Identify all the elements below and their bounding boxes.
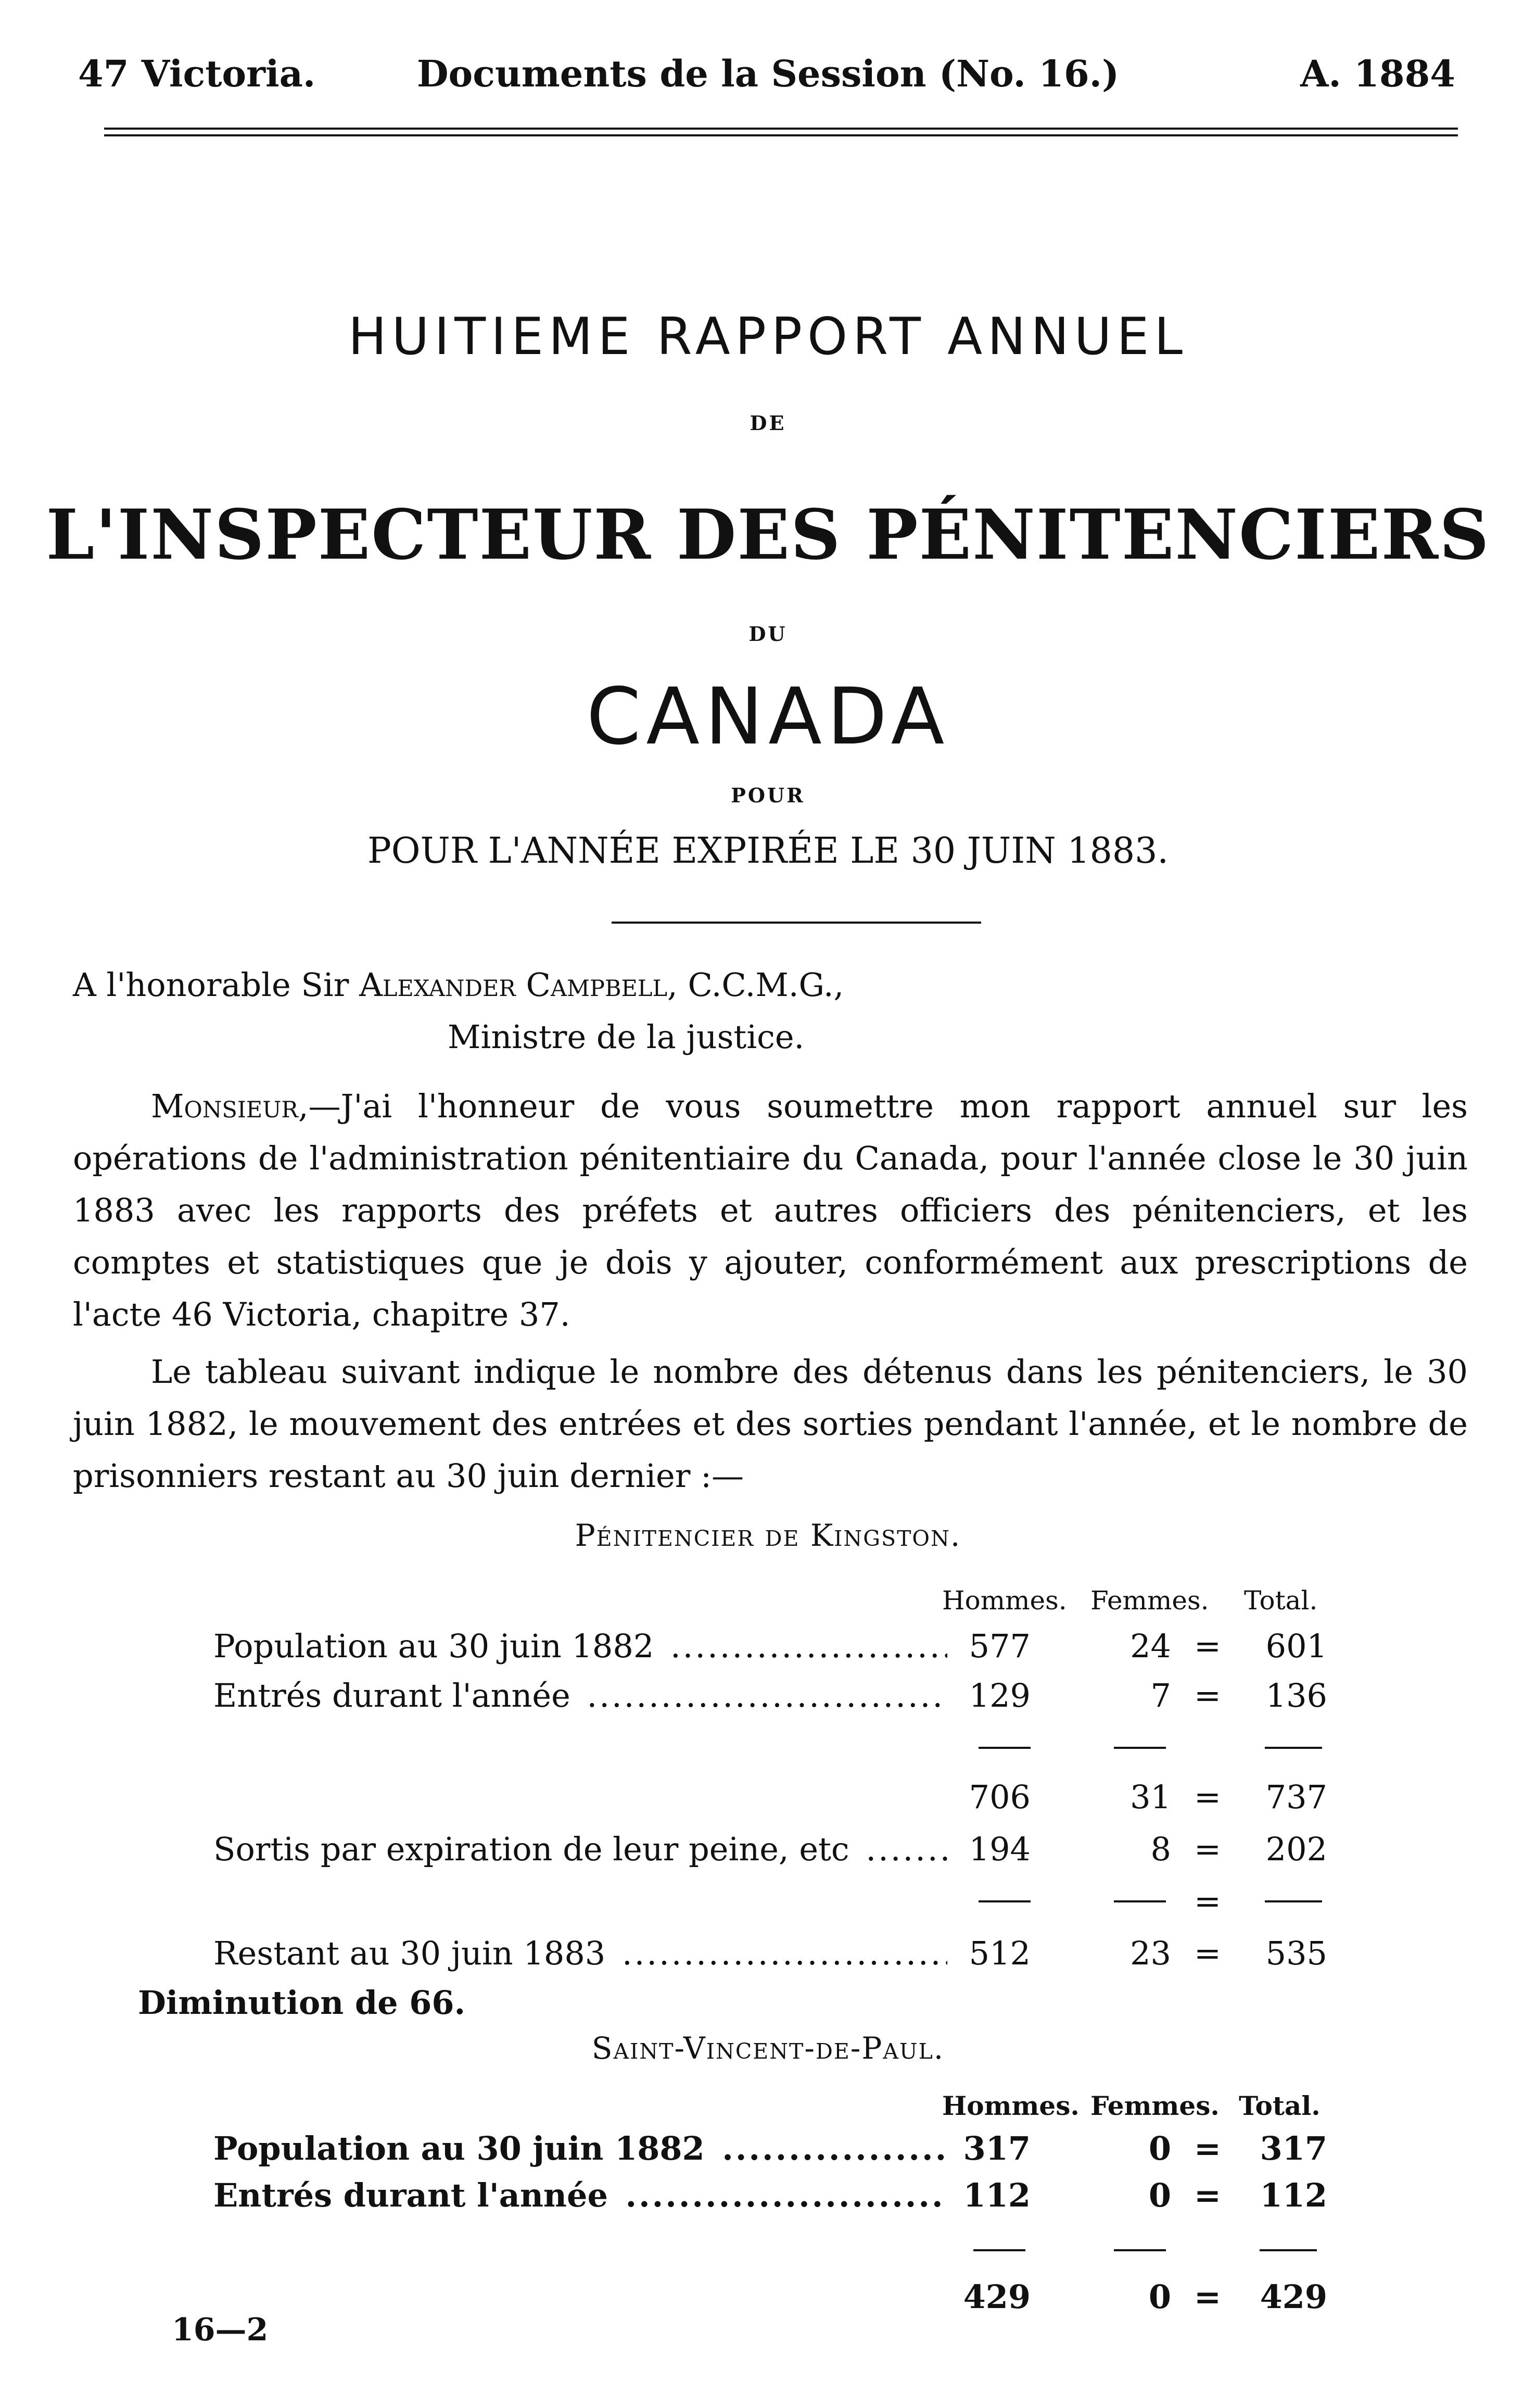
signature-mark: 16—2 <box>172 2312 269 2348</box>
equals-sign: = <box>1194 2176 1221 2214</box>
equals-sign: = <box>1194 1934 1221 1972</box>
header-rule-bottom <box>104 134 1458 136</box>
cell-femmes: 23 <box>1130 1934 1171 1972</box>
address-line-1 <box>73 966 844 1004</box>
cell-total: 136 <box>1265 1676 1327 1714</box>
address-line-2: Ministre de la justice. <box>448 1018 805 1056</box>
equals-sign: = <box>1194 1676 1221 1714</box>
row-label: Entrés durant l'année <box>213 2176 612 2214</box>
cell-hommes: 512 <box>969 1934 1031 1972</box>
cell-hommes: 194 <box>969 1830 1031 1868</box>
cell-femmes: 8 <box>1150 1830 1171 1868</box>
title-du: DU <box>748 622 788 646</box>
row-label: Population au 30 juin 1882 <box>213 2129 709 2167</box>
paragraph-1-text: ,—J'ai l'honneur de vous soumettre mon rapport annuel sur les opérations de l'administration pénitentiaire du Canada, pour l'année close le 30 juin 1883 avec les rapports des préfets et autres officiers des pénitenciers, et les comptes et statistiques que je dois y ajouter, conformément aux prescriptions de l'acte 46 Victoria, chapitre 37. <box>73 1087 1468 1333</box>
equals-sign: = <box>1194 2129 1221 2167</box>
equals-sign: = <box>1194 1882 1221 1920</box>
cell-hommes: 577 <box>969 1627 1031 1665</box>
kingston-row-population <box>0 1627 1536 1674</box>
cell-hommes: 706 <box>969 1778 1031 1816</box>
cell-total: 112 <box>1260 2176 1327 2214</box>
cell-total: 601 <box>1265 1627 1327 1665</box>
title-line-4: POUR L'ANNÉE EXPIRÉE LE 30 JUIN 1883. <box>367 830 1169 872</box>
cell-hommes: 317 <box>963 2129 1031 2167</box>
title-de: DE <box>750 411 786 435</box>
cell-femmes: 0 <box>1148 2176 1171 2214</box>
saint-vincent-title: Saint-Vincent-de-Paul. <box>591 2031 945 2066</box>
row-label: Restant au 30 juin 1883 <box>213 1934 610 1972</box>
paragraph-2-text: Le tableau suivant indique le nombre des détenus dans les pénitenciers, le 30 juin 1882, le mouvement des entrées et des sorties pendant l'année, et le nombre de prisonniers restant au 30 juin dernier :— <box>73 1353 1468 1495</box>
sv-col-total: Total. <box>1239 2090 1321 2121</box>
cell-hommes: 129 <box>969 1676 1031 1714</box>
address-prefix: A l'honorable Sir <box>73 966 349 1004</box>
sum-rule <box>1114 1900 1166 1902</box>
kingston-row-sortis <box>0 1830 1536 1877</box>
sum-rule <box>1114 2249 1166 2251</box>
title-line-2: L'INSPECTEUR DES PÉNITENCIERS <box>46 495 1490 575</box>
kingston-title: Pénitencier de Kingston. <box>575 1518 961 1553</box>
sv-row-population <box>0 2129 1536 2176</box>
kingston-col-hommes: Hommes. <box>942 1585 1067 1616</box>
title-pour: POUR <box>731 784 805 807</box>
sv-col-femmes: Femmes. <box>1090 2090 1220 2121</box>
row-label: Sortis par expiration de leur peine, etc <box>213 1830 854 1868</box>
cell-total: 737 <box>1265 1778 1327 1816</box>
header-rule-top <box>104 128 1458 130</box>
header-volume: 47 Victoria. <box>78 52 316 95</box>
cell-femmes: 0 <box>1148 2129 1171 2167</box>
kingston-row-restant <box>0 1934 1536 1981</box>
cell-total: 317 <box>1260 2129 1327 2167</box>
paragraph-2 <box>73 1346 1468 1502</box>
cell-total: 202 <box>1265 1830 1327 1868</box>
header-year: A. 1884 <box>1300 52 1455 95</box>
cell-femmes: 24 <box>1130 1627 1171 1665</box>
title-line-3: CANADA <box>586 672 950 762</box>
address-name: Alexander Campbell <box>359 966 668 1004</box>
cell-hommes: 112 <box>963 2176 1031 2214</box>
header-session: Documents de la Session (No. 16.) <box>416 52 1120 95</box>
sum-rule <box>1265 1747 1322 1749</box>
sum-rule <box>1260 2249 1317 2251</box>
cell-femmes: 7 <box>1150 1676 1171 1714</box>
cell-total: 429 <box>1260 2278 1327 2316</box>
address-suffix: , C.C.M.G., <box>667 966 844 1004</box>
sum-rule <box>973 2249 1025 2251</box>
salutation: Monsieur <box>151 1087 298 1125</box>
title-line-1: HUITIEME RAPPORT ANNUEL <box>348 307 1188 367</box>
sum-rule <box>979 1747 1031 1749</box>
cell-total: 535 <box>1265 1934 1327 1972</box>
equals-sign: = <box>1194 2278 1221 2316</box>
kingston-row-subtotal <box>0 1778 1536 1825</box>
row-label: Population au 30 juin 1882 <box>213 1627 658 1665</box>
kingston-note: Diminution de 66. <box>138 1984 466 2022</box>
cell-femmes: 0 <box>1148 2278 1171 2316</box>
cell-hommes: 429 <box>963 2278 1031 2316</box>
kingston-col-total: Total. <box>1244 1585 1318 1616</box>
equals-sign: = <box>1194 1778 1221 1816</box>
kingston-col-femmes: Femmes. <box>1090 1585 1209 1616</box>
row-label: Entrés durant l'année <box>213 1676 575 1714</box>
title-separator <box>612 922 981 924</box>
sum-rule <box>1265 1900 1322 1902</box>
sum-rule <box>1114 1747 1166 1749</box>
kingston-row-entres <box>0 1676 1536 1723</box>
paragraph-1 <box>73 1080 1468 1341</box>
equals-sign: = <box>1194 1830 1221 1868</box>
sv-col-hommes: Hommes. <box>942 2090 1080 2121</box>
equals-sign: = <box>1194 1627 1221 1665</box>
cell-femmes: 31 <box>1130 1778 1171 1816</box>
sum-rule <box>979 1900 1031 1902</box>
sv-row-entres <box>0 2176 1536 2223</box>
